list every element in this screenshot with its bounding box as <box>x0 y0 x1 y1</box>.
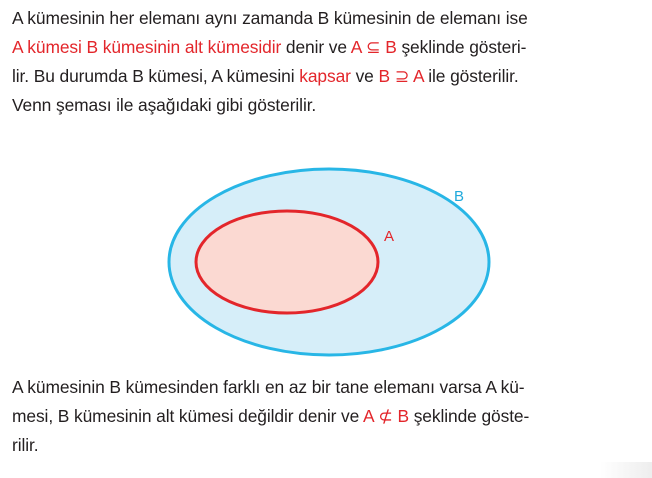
intro-line-2-text: denir ve <box>281 37 351 57</box>
page-edge-shadow <box>600 462 652 478</box>
set-b-label: B <box>454 188 465 205</box>
outro-line-2 <box>12 402 644 431</box>
intro-line-4-text: Venn şeması ile aşağıdaki gibi gösterilir. <box>12 95 317 115</box>
outro-line-3-text: rilir. <box>12 435 39 455</box>
intro-line-3-mid: ve <box>350 66 379 86</box>
kapsar-highlight: kapsar <box>299 66 351 86</box>
intro-line-1-text: A kümesinin her elemanı aynı zamanda B kümesinin de elemanı ise <box>12 8 528 28</box>
not-subset-notation: A ⊄ B <box>363 406 409 426</box>
set-a-ellipse <box>196 211 378 313</box>
outro-line-1-text: A kümesinin B kümesinden farklı en az bir tane elemanı varsa A kü- <box>12 377 525 397</box>
outro-line-2-text: mesi, B kümesinin alt kümesi değildir denir ve <box>12 406 363 426</box>
intro-line-3-tail: ile gösterilir. <box>423 66 519 86</box>
outro-line-2-tail: şeklinde göste- <box>408 406 530 426</box>
intro-line-2-tail: şeklinde gösteri- <box>396 37 527 57</box>
outro-line-1 <box>12 373 644 402</box>
superset-notation: B ⊇ A <box>378 66 424 86</box>
subset-definition-highlight: A kümesi B kümesinin alt kümesidir <box>12 37 282 57</box>
set-a-label: A <box>384 228 395 245</box>
outro-line-3 <box>12 431 644 460</box>
intro-line-3-text: lir. Bu durumda B kümesi, A kümesini <box>12 66 300 86</box>
outro-paragraph <box>12 373 644 460</box>
subset-notation: A ⊆ B <box>350 37 397 57</box>
